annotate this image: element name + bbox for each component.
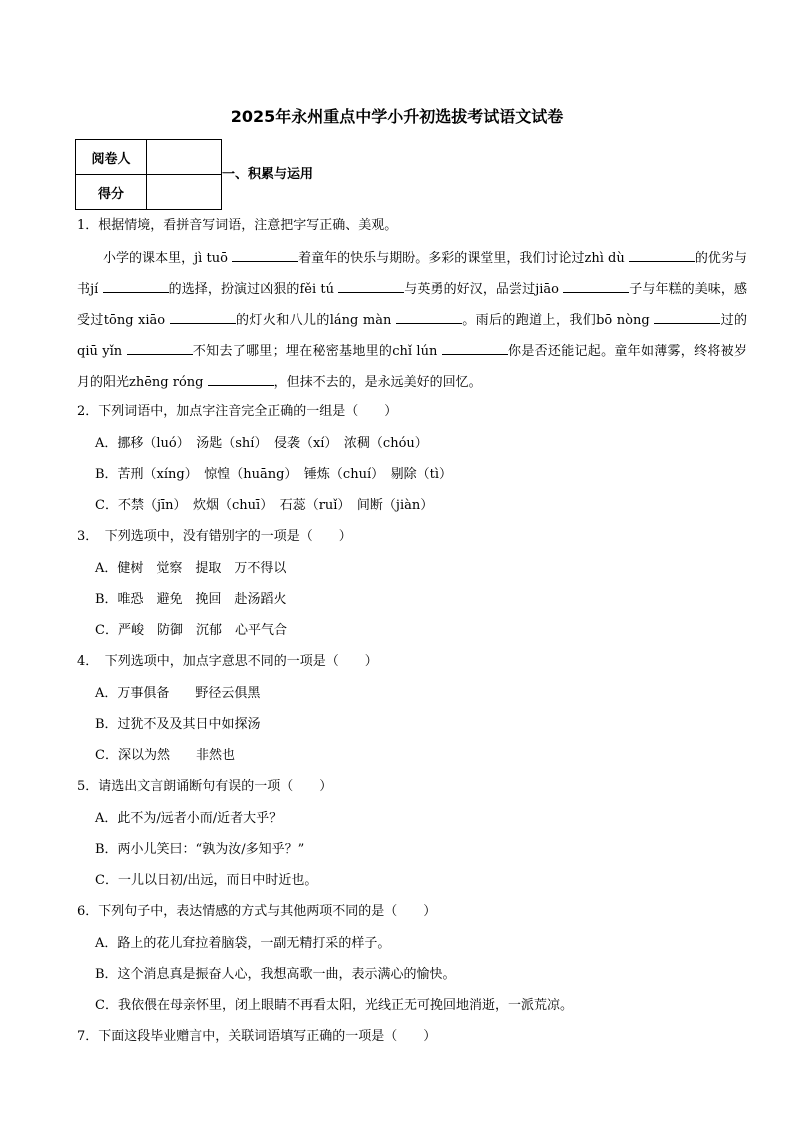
answer-blank[interactable] <box>208 372 274 386</box>
answer-blank[interactable] <box>103 279 169 293</box>
passage-text: 小学的课本里， <box>103 251 195 266</box>
answer-blank[interactable] <box>127 341 193 355</box>
passage-text: 过的 <box>720 313 747 328</box>
question-6-stem: 6．下列句子中，表达情感的方式与其他两项不同的是（ ） <box>77 904 437 919</box>
passage-text: ，但抹不去的，是永远美好的回忆。 <box>273 375 482 390</box>
pinyin: qiū yǐn <box>77 344 123 359</box>
answer-blank[interactable] <box>338 279 404 293</box>
question-3-stem: 3． 下列选项中，没有错别字的一项是（ ） <box>77 529 352 544</box>
passage-text: 。雨后的跑道上，我们 <box>461 313 597 328</box>
passage-text: 的选择，扮演过凶狠的 <box>168 282 300 297</box>
pinyin: láng màn <box>329 313 392 328</box>
question-4-option-c[interactable]: C．深以为然 非然也 <box>95 748 235 763</box>
question-1-stem: 1．根据情境，看拼音写词语，注意把字写正确、美观。 <box>77 218 398 233</box>
reviewer-label: 阅卷人 <box>76 140 147 175</box>
score-label: 得分 <box>76 175 147 210</box>
question-3-option-c[interactable]: C．严峻 防御 沉郁 心平气合 <box>95 623 287 638</box>
question-5-option-a[interactable]: A．此不为/远者小而/近者大乎？ <box>95 811 283 826</box>
question-6-option-a[interactable]: A．路上的花儿耷拉着脑袋，一副无精打采的样子。 <box>95 936 391 951</box>
question-4-option-b[interactable]: B．过犹不及及其日中如探汤 <box>95 717 261 732</box>
question-5-option-c[interactable]: C．一儿以日初/出远，而日中时近也。 <box>95 873 318 888</box>
pinyin: jí <box>90 282 99 297</box>
question-3-option-b[interactable]: B．唯恐 避免 挽回 赴汤蹈火 <box>95 592 287 607</box>
pinyin: fěi tú <box>299 282 334 297</box>
pinyin: zhì dù <box>584 251 625 266</box>
passage-text: 不知去了哪里；埋在秘密基地里的 <box>192 344 393 359</box>
pinyin: jiāo <box>535 282 559 297</box>
question-2-stem: 2．下列词语中，加点字注音完全正确的一组是（ ） <box>77 404 398 419</box>
passage-text: 你是否还能记起。童年如薄雾，终将被岁月的阳光 <box>77 344 747 390</box>
reviewer-cell[interactable] <box>147 140 222 175</box>
pinyin: chǐ lún <box>392 344 438 359</box>
pinyin: tōng xiāo <box>103 313 166 328</box>
score-cell[interactable] <box>147 175 222 210</box>
answer-blank[interactable] <box>563 279 629 293</box>
question-4-stem: 4． 下列选项中，加点字意思不同的一项是（ ） <box>77 654 378 669</box>
question-2-option-c[interactable]: C．不禁（jīn） 炊烟（chuī） 石蕊（ruǐ） 间断（jiàn） <box>95 498 434 513</box>
question-1-passage <box>77 243 747 398</box>
passage-text: 的灯火和八儿的 <box>235 313 330 328</box>
answer-blank[interactable] <box>629 248 695 262</box>
pinyin: zhēng róng <box>129 375 204 390</box>
question-7-stem: 7．下面这段毕业赠言中，关联词语填写正确的一项是（ ） <box>77 1029 437 1044</box>
answer-blank[interactable] <box>232 248 298 262</box>
question-2-option-a[interactable]: A．挪移（luó） 汤匙（shí） 侵袭（xí） 浓稠（chóu） <box>95 436 428 451</box>
question-5-stem: 5．请选出文言朗诵断句有误的一项（ ） <box>77 779 333 794</box>
answer-blank[interactable] <box>442 341 508 355</box>
question-5-option-b[interactable]: B．两小儿笑曰：“孰为汝/多知乎？” <box>95 842 305 857</box>
pinyin: bō nòng <box>596 313 650 328</box>
pinyin: jì tuō <box>194 251 228 266</box>
question-6-option-c[interactable]: C．我依偎在母亲怀里，闭上眼睛不再看太阳，光线正无可挽回地消逝，一派荒凉。 <box>95 998 573 1013</box>
exam-title: 2025年永州重点中学小升初选拔考试语文试卷 <box>230 107 564 126</box>
answer-blank[interactable] <box>654 310 720 324</box>
section-title: 一、积累与运用 <box>222 167 314 182</box>
answer-blank[interactable] <box>170 310 236 324</box>
passage-text: 子与年糕的美味，感受过 <box>77 282 747 328</box>
answer-blank[interactable] <box>396 310 462 324</box>
passage-text: 着童年的快乐与期盼。多彩的课堂里，我们讨论过 <box>298 251 585 266</box>
question-3-option-a[interactable]: A．健树 觉察 提取 万不得以 <box>95 561 287 576</box>
score-table <box>75 139 222 210</box>
passage-text: 与英勇的好汉，品尝过 <box>404 282 536 297</box>
passage-text: 的优劣与书 <box>77 251 747 297</box>
question-6-option-b[interactable]: B．这个消息真是振奋人心，我想高歌一曲，表示满心的愉快。 <box>95 967 456 982</box>
question-4-option-a[interactable]: A．万事俱备 野径云俱黑 <box>95 686 261 701</box>
question-2-option-b[interactable]: B．苦刑（xíng） 惊惶（huāng） 锤炼（chuí） 剔除（tì） <box>95 467 452 482</box>
